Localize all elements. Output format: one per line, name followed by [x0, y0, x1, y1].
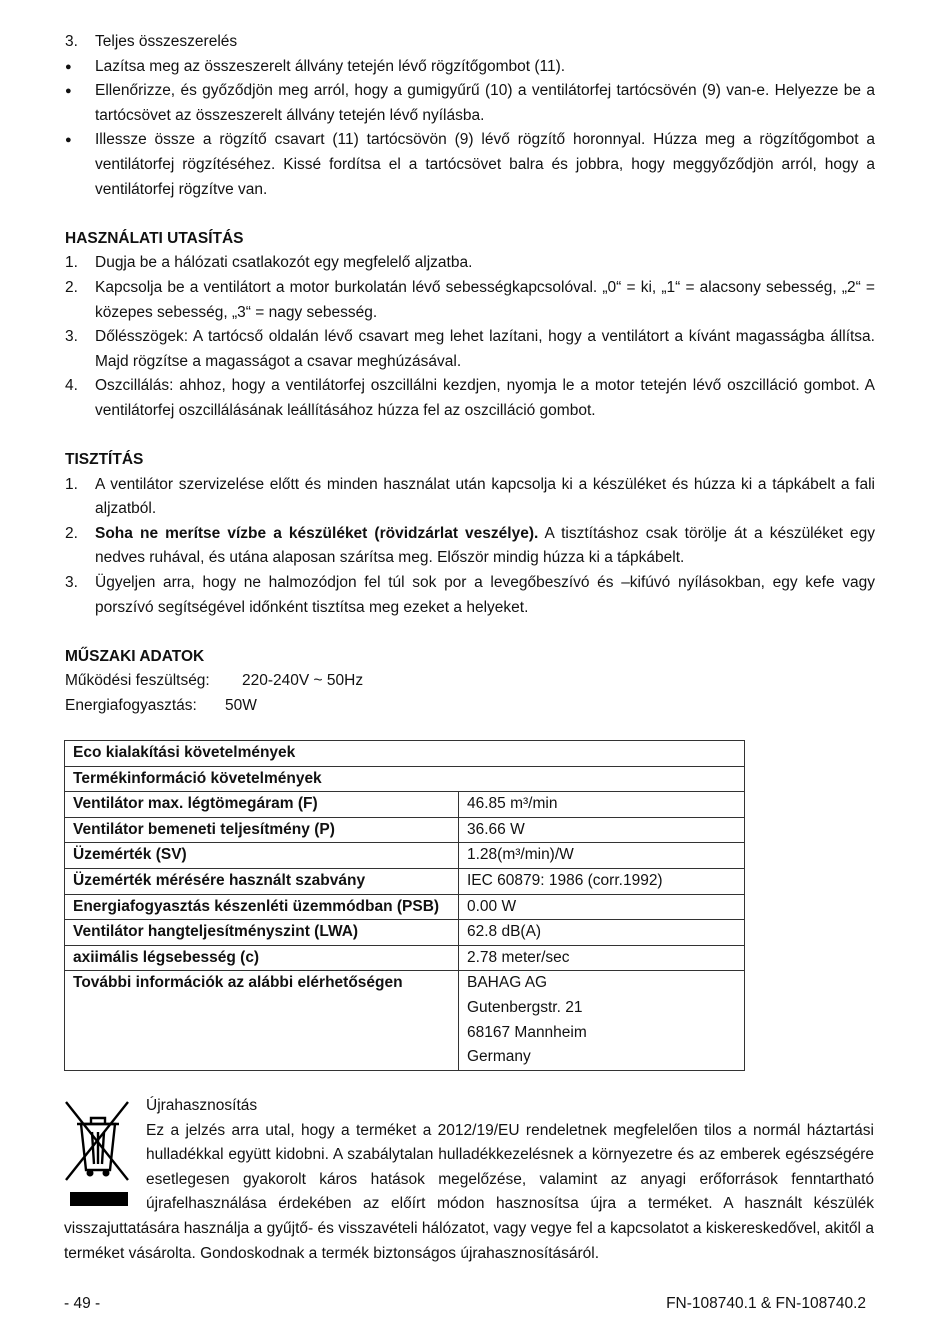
table-row [65, 868, 745, 894]
bullet-icon: ● [65, 60, 72, 73]
item-number: 4. [65, 377, 78, 395]
table-subtitle: Termékinformáció követelmények [65, 766, 745, 792]
usage-item [65, 325, 875, 374]
table-value: 46.85 m³/min [459, 792, 745, 818]
item-number: 2. [65, 278, 78, 296]
assembly-bullet [65, 128, 875, 202]
item-text: Dugja be a hálózati csatlakozót egy megfelelő aljzatba. [95, 254, 473, 272]
spec-voltage [65, 669, 875, 694]
item-text: Oszcillálás: ahhoz, hogy a ventilátorfej oszcillálni kezdjen, nyomja le a motor tetején lévő oszcilláció gombot. A ventilátorfej oszcillálásának leállításához húzza fel az oszcilláció gombot. [95, 377, 875, 419]
table-row [65, 945, 745, 971]
recycling-title: Újrahasznosítás [146, 1097, 258, 1114]
table-value: 36.66 W [459, 817, 745, 843]
table-value: 62.8 dB(A) [459, 920, 745, 946]
cleaning-item [65, 571, 875, 620]
usage-item [65, 276, 875, 325]
model-number: FN-108740.1 & FN-108740.2 [666, 1295, 866, 1312]
assembly-bullet [65, 79, 875, 128]
page-content [65, 30, 875, 719]
table-row [65, 843, 745, 869]
item-number: 3. [65, 328, 78, 346]
table-title: Eco kialakítási követelmények [65, 741, 745, 767]
item-number: 1. [65, 254, 78, 272]
table-value: IEC 60879: 1986 (corr.1992) [459, 868, 745, 894]
table-row [65, 971, 745, 1070]
table-value: 1.28(m³/min)/W [459, 843, 745, 869]
table-key: Ventilátor bemeneti teljesítmény (P) [65, 817, 459, 843]
recycling-text [64, 1119, 874, 1267]
step-number: 3. [65, 33, 78, 50]
table-key: További információk az alábbi elérhetőségen [65, 971, 459, 1070]
bullet-text: Illessze össze a rögzítő csavart (11) tartócsövön (9) lévő rögzítő horonnyal. Húzza meg a rögzítőgombot a ventilátorfej rögzítéséhez. Kissé fordítsa el a tartócsövet balra és jobbra, hogy meggyőződjön arról, hogy a ventilátorfej rögzítve van. [95, 131, 875, 198]
specs-heading: MŰSZAKI ADATOK [65, 647, 205, 665]
cleaning-item [65, 473, 875, 522]
recycling-section [64, 1094, 874, 1266]
table-key: Üzemérték mérésére használt szabvány [65, 868, 459, 894]
spec-label: Energiafogyasztás: [65, 697, 197, 715]
spec-power [65, 694, 875, 719]
item-text: Ügyeljen arra, hogy ne halmozódjon fel túl sok por a levegőbeszívó és –kifúvó nyílásokban, egy kefe vagy porszívó segítségével időnként tisztítsa meg ezeket a helyeket. [95, 574, 875, 616]
step-title: Teljes összeszerelés [95, 33, 238, 50]
table-key: Energiafogyasztás készenléti üzemmódban (PSB) [65, 894, 459, 920]
spec-value: 220-240V ~ 50Hz [242, 672, 364, 690]
address-line: Gutenbergstr. 21 [467, 998, 583, 1016]
table-row [65, 792, 745, 818]
table-row [65, 741, 745, 767]
table-key: Ventilátor max. légtömegáram (F) [65, 792, 459, 818]
page-number: - 49 - [64, 1295, 101, 1312]
table-value: 2.78 meter/sec [459, 945, 745, 971]
item-number: 1. [65, 475, 78, 493]
table-row [65, 920, 745, 946]
warning-text: Soha ne merítse vízbe a készüléket (rövidzárlat veszélye). [95, 524, 539, 542]
assembly-bullet [65, 55, 875, 80]
bullet-icon: ● [65, 85, 72, 98]
address-line: BAHAG AG [467, 974, 548, 992]
table-row [65, 817, 745, 843]
crossed-bin-icon [64, 1100, 132, 1210]
item-number: 2. [65, 524, 78, 542]
usage-heading: HASZNÁLATI UTASÍTÁS [65, 229, 244, 247]
contact-address [459, 971, 745, 1070]
eco-table [64, 740, 745, 1071]
table-row [65, 766, 745, 792]
spec-value: 50W [225, 697, 257, 715]
bullet-text: Lazítsa meg az összeszerelt állvány tetején lévő rögzítőgombot (11). [95, 57, 566, 75]
table-key: Üzemérték (SV) [65, 843, 459, 869]
usage-item [65, 374, 875, 423]
item-number: 3. [65, 574, 78, 592]
table-key: Ventilátor hangteljesítményszint (LWA) [65, 920, 459, 946]
cleaning-heading: TISZTÍTÁS [65, 451, 144, 469]
table-key: axiimális légsebesség (c) [65, 945, 459, 971]
usage-item [65, 251, 875, 276]
item-text: A ventilátor szervizelése előtt és minden használat után kapcsolja ki a készüléket és húzza ki a tápkábelt a fali aljzatból. [95, 475, 875, 518]
item-text: A tisztításhoz csak törölje át a készüléket egy nedves ruhával, és utána alaposan szárítsa meg. Először mindig húzza ki a tápkábelt. [95, 524, 876, 567]
cleaning-item [65, 522, 875, 571]
table-value: 0.00 W [459, 894, 745, 920]
recycling-paragraph: Ez a jelzés arra utal, hogy a terméket a 2012/19/EU rendeletnek megfelelően tilos a normál háztartási hulladékkal együtt kidobni. A szabálytalan hulladékkezelésnek a környezetre és az emberek egészségére esetlegesen gyakorolt káros hatások megelőzése, valamint az anyagi erőforrások fenntartható újrafelhasználása érdekében az előírt módon hasznosítsa újra a terméket. A használt készülék visszajuttatására használja a gyűjtő- és visszavételi hálózatot, vagy vegye fel a kapcsolatot a kiskereskedővel, akitől a terméket vásárolta. Gondoskodnak a termék biztonságos újrahasznosításáról. [64, 1121, 874, 1262]
table-row [65, 894, 745, 920]
bullet-icon: ● [65, 134, 72, 147]
assembly-step [65, 30, 875, 55]
bullet-text: Ellenőrizze, és győződjön meg arról, hogy a gumigyűrű (10) a ventilátorfej tartócsövén (9) van-e. Helyezze be a tartócsövet az összeszerelt állvány tetején lévő nyílásba. [95, 82, 875, 124]
spec-label: Működési feszültség: [65, 672, 210, 690]
item-text: Kapcsolja be a ventilátort a motor burkolatán lévő sebességkapcsolóval. „0“ = ki, „1“ = alacsony sebesség, „2“ = közepes sebesség, „3“ = nagy sebesség. [95, 278, 875, 321]
address-line: 68167 Mannheim [467, 1023, 587, 1041]
address-line: Germany [467, 1048, 531, 1066]
item-text: Dőlésszögek: A tartócső oldalán lévő csavart meg lehet lazítani, hogy a ventilátort a kívánt magasságba állítsa. Majd rögzítse a magasságot a csavar meghúzásával. [95, 328, 875, 370]
